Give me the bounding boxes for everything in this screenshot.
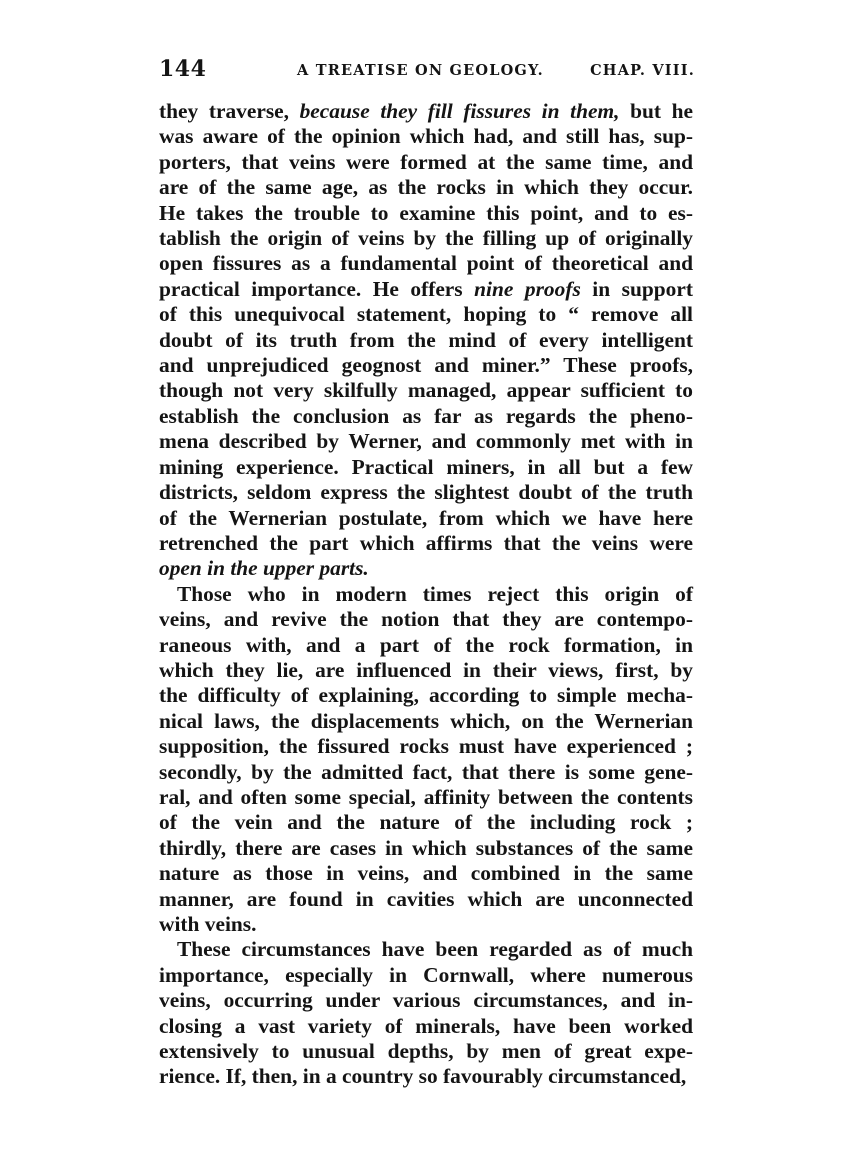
text-segment: supposition, the fissured rocks must have experienced ; — [159, 734, 693, 759]
text-segment: tablish the origin of veins by the filling up of originally — [159, 226, 693, 251]
text-line — [159, 836, 693, 861]
text-line — [159, 785, 693, 810]
page-number: 144 — [159, 56, 207, 82]
text-line — [159, 251, 693, 276]
text-segment: districts, seldom express the slightest doubt of the truth — [159, 480, 693, 505]
text-line — [159, 582, 693, 607]
text-line — [159, 353, 693, 378]
text-segment: thirdly, there are cases in which substances of the same — [159, 835, 693, 860]
text-line — [159, 277, 693, 302]
text-line — [159, 1014, 693, 1039]
text-line — [159, 556, 693, 581]
text-segment: porters, that veins were formed at the same time, and — [159, 149, 693, 174]
text-line — [159, 150, 693, 175]
running-title: A TREATISE ON GEOLOGY. — [297, 62, 544, 79]
text-line — [159, 709, 693, 734]
text-line — [159, 531, 693, 556]
text-line — [159, 302, 693, 327]
text-line — [159, 607, 693, 632]
text-segment: closing a vast variety of minerals, have been worked — [159, 1013, 693, 1038]
text-line — [159, 658, 693, 683]
text-segment: extensively to unusual depths, by men of great expe- — [159, 1039, 693, 1064]
text-segment: He takes the trouble to examine this point, and to es- — [159, 200, 693, 225]
paragraph — [159, 937, 693, 1089]
text-segment: with veins. — [159, 912, 257, 936]
text-line — [159, 455, 693, 480]
text-segment: and unprejudiced geognost and miner.” These proofs, — [159, 353, 693, 378]
text-line — [159, 201, 693, 226]
text-line — [159, 404, 693, 429]
text-segment: are of the same age, as the rocks in which they occur. — [159, 175, 693, 200]
text-segment: but he — [619, 99, 693, 123]
text-segment: veins, and revive the notion that they are contempo- — [159, 607, 693, 632]
text-line — [159, 1039, 693, 1064]
text-line — [159, 429, 693, 454]
text-line — [159, 480, 693, 505]
chapter-label: CHAP. VIII. — [590, 62, 695, 79]
text-line — [159, 683, 693, 708]
text-line — [159, 506, 693, 531]
text-segment: raneous with, and a part of the rock formation, in — [159, 632, 693, 657]
text-line — [159, 963, 693, 988]
text-segment: they traverse, — [159, 99, 300, 123]
text-segment: mena described by Werner, and commonly met with in — [159, 429, 693, 454]
text-segment: of the Wernerian postulate, from which we have here — [159, 505, 693, 530]
text-segment: nical laws, the displacements which, on the Wernerian — [159, 708, 693, 733]
text-segment: These circumstances have been regarded as of much — [177, 937, 693, 962]
text-segment: mining experience. Practical miners, in all but a few — [159, 454, 693, 479]
text-segment: which they lie, are influenced in their views, first, by — [159, 657, 693, 682]
paragraph — [159, 582, 693, 938]
paragraph — [159, 99, 693, 582]
text-segment: Those who in modern times reject this origin of — [177, 581, 693, 606]
running-head — [159, 56, 695, 86]
text-line — [159, 810, 693, 835]
text-segment: manner, are found in cavities which are unconnected — [159, 886, 693, 911]
text-segment: veins, occurring under various circumstances, and in- — [159, 988, 693, 1013]
text-segment: secondly, by the admitted fact, that there is some gene- — [159, 759, 693, 784]
italic-text: because they fill fissures in them, — [299, 99, 620, 123]
text-line — [159, 633, 693, 658]
text-segment: the difficulty of explaining, according to simple mecha- — [159, 683, 693, 708]
text-segment: though not very skilfully managed, appear sufficient to — [159, 378, 693, 403]
text-line — [159, 1064, 693, 1089]
text-line — [159, 988, 693, 1013]
text-segment: rience. If, then, in a country so favourably circumstanced, — [159, 1064, 687, 1089]
text-line — [159, 937, 693, 962]
text-line — [159, 734, 693, 759]
text-line — [159, 226, 693, 251]
text-line — [159, 99, 693, 124]
text-line — [159, 861, 693, 886]
text-segment: of this unequivocal statement, hoping to “ remove all — [159, 302, 693, 327]
text-line — [159, 887, 693, 912]
italic-text: open in the upper parts. — [159, 556, 369, 581]
italic-text: nine proofs — [474, 276, 581, 301]
text-line — [159, 912, 693, 937]
text-segment: in support — [580, 276, 693, 301]
text-segment: retrenched the part which affirms that the veins were — [159, 530, 693, 555]
text-line — [159, 124, 693, 149]
text-segment: establish the conclusion as far as regards the pheno- — [159, 403, 693, 428]
text-segment: nature as those in veins, and combined in the same — [159, 861, 693, 886]
text-segment: practical importance. He offers — [159, 276, 475, 301]
body-text — [159, 99, 693, 1090]
text-segment: doubt of its truth from the mind of every intelligent — [159, 327, 693, 352]
text-line — [159, 175, 693, 200]
text-segment: was aware of the opinion which had, and still has, sup- — [159, 124, 693, 149]
text-line — [159, 328, 693, 353]
text-line — [159, 760, 693, 785]
text-line — [159, 378, 693, 403]
text-segment: ral, and often some special, affinity between the contents — [159, 784, 693, 809]
text-segment: importance, especially in Cornwall, where numerous — [159, 962, 693, 987]
text-segment: of the vein and the nature of the including rock ; — [159, 810, 693, 835]
text-segment: open fissures as a fundamental point of theoretical and — [159, 251, 693, 276]
